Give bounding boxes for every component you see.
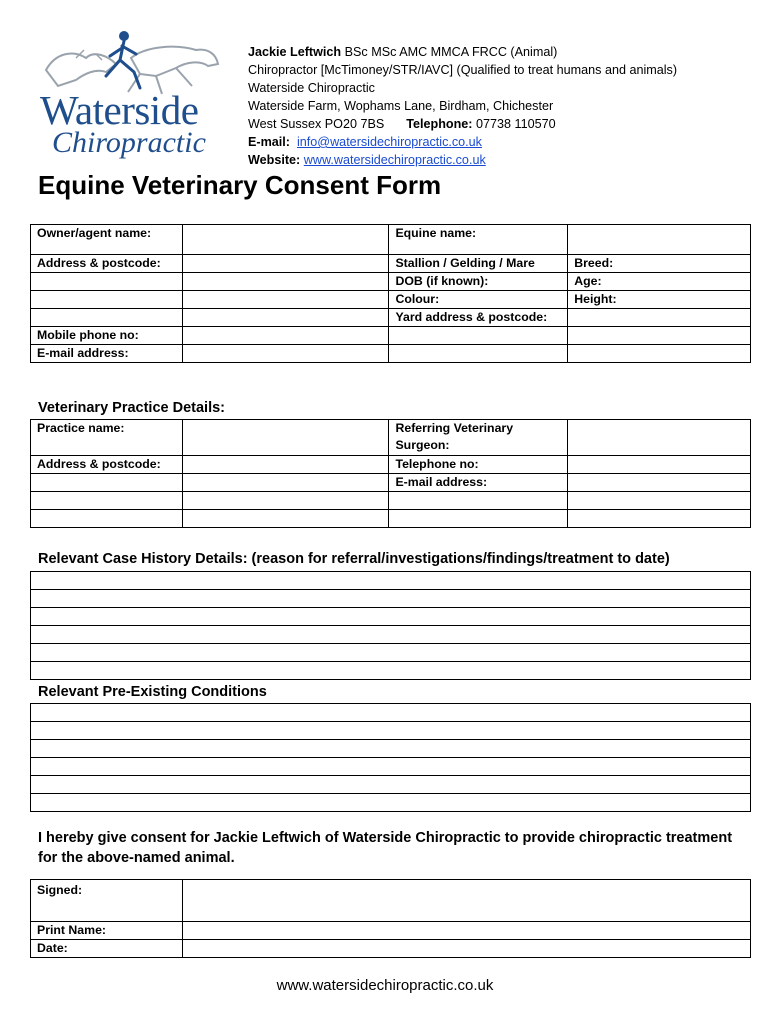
- telephone-label: Telephone:: [406, 117, 473, 131]
- equine-name-label: Equine name:: [389, 225, 568, 255]
- vet-telephone-label: Telephone no:: [389, 456, 568, 474]
- date-label: Date:: [31, 940, 183, 958]
- age-label[interactable]: Age:: [568, 273, 751, 291]
- dob-label: DOB (if known):: [389, 273, 568, 291]
- vet-address-field-4[interactable]: [31, 492, 183, 510]
- vet-email-field[interactable]: [568, 474, 751, 492]
- equine-name-field[interactable]: [568, 225, 751, 255]
- contact-block: [248, 43, 677, 169]
- breed-label[interactable]: Breed:: [568, 255, 751, 273]
- vet-address-field[interactable]: [182, 456, 389, 474]
- website-link[interactable]: www.watersidechiropractic.co.uk: [303, 153, 486, 167]
- practitioner-name: Jackie Leftwich: [248, 45, 342, 59]
- address-field[interactable]: [182, 255, 389, 273]
- footer-website: www.watersidechiropractic.co.uk: [276, 977, 494, 994]
- yard-address-field-2[interactable]: [389, 327, 568, 345]
- vet-email-label: E-mail address:: [389, 474, 568, 492]
- form-title: Equine Veterinary Consent Form: [38, 170, 442, 200]
- address-label: Address & postcode:: [31, 255, 183, 273]
- owner-name-label: Owner/agent name:: [31, 225, 183, 255]
- vet-address-field-7[interactable]: [182, 510, 389, 528]
- address-line-1: Waterside Farm, Wophams Lane, Birdham, Chichester: [248, 99, 554, 113]
- case-history-heading: Relevant Case History Details: (reason for referral/investigations/findings/treatment to date): [38, 551, 670, 567]
- colour-label: Colour:: [389, 291, 568, 309]
- preexisting-heading: Relevant Pre-Existing Conditions: [38, 684, 267, 700]
- telephone-value: 07738 110570: [476, 117, 556, 131]
- qualifications: BSc MSc AMC MMCA FRCC (Animal): [344, 45, 558, 59]
- case-history-lines[interactable]: [30, 571, 751, 680]
- preexisting-lines[interactable]: [30, 703, 751, 812]
- email-address-field[interactable]: [182, 345, 389, 363]
- address-field-5[interactable]: [182, 291, 389, 309]
- consent-statement: I hereby give consent for Jackie Leftwich of Waterside Chiropractic to provide chiropractic treatment for the above-named animal.: [38, 830, 733, 866]
- mobile-field[interactable]: [182, 327, 389, 345]
- email-label: E-mail:: [248, 135, 290, 149]
- vet-blank-field[interactable]: [389, 492, 568, 510]
- practice-name-label: Practice name:: [31, 420, 183, 456]
- practitioner-title: Chiropractor [McTimoney/STR/IAVC] (Qualified to treat humans and animals): [248, 63, 678, 77]
- vet-blank-field-2[interactable]: [568, 492, 751, 510]
- signature-field[interactable]: [182, 880, 750, 922]
- vet-address-field-6[interactable]: [31, 510, 183, 528]
- owner-name-field[interactable]: [182, 225, 389, 255]
- signature-table: [30, 879, 751, 958]
- owner-equine-table: [30, 224, 751, 363]
- address-field-3[interactable]: [182, 273, 389, 291]
- yard-address-field-3[interactable]: [568, 327, 751, 345]
- sex-label: Stallion / Gelding / Mare: [389, 255, 568, 273]
- height-label[interactable]: Height:: [568, 291, 751, 309]
- logo-word-waterside: Waterside: [40, 87, 199, 133]
- vet-blank-field-4[interactable]: [568, 510, 751, 528]
- email-link[interactable]: info@watersidechiropractic.co.uk: [297, 135, 482, 149]
- print-name-label: Print Name:: [31, 922, 183, 940]
- email-address-label: E-mail address:: [31, 345, 183, 363]
- address-field-6[interactable]: [31, 309, 183, 327]
- vet-address-field-3[interactable]: [182, 474, 389, 492]
- print-name-field[interactable]: [182, 922, 750, 940]
- waterside-logo: [36, 30, 221, 160]
- yard-address-field-5[interactable]: [568, 345, 751, 363]
- vet-address-field-2[interactable]: [31, 474, 183, 492]
- website-label: Website:: [248, 153, 301, 167]
- mobile-label: Mobile phone no:: [31, 327, 183, 345]
- referring-surgeon-label: Referring Veterinary Surgeon:: [389, 420, 568, 456]
- referring-surgeon-field[interactable]: [568, 420, 751, 456]
- practice-name-field[interactable]: [182, 420, 389, 456]
- yard-address-field-4[interactable]: [389, 345, 568, 363]
- logo-word-chiropractic: Chiropractic: [52, 126, 206, 159]
- practice-name: Waterside Chiropractic: [248, 81, 375, 95]
- address-field-4[interactable]: [31, 291, 183, 309]
- yard-address-field[interactable]: [568, 309, 751, 327]
- signed-label: Signed:: [31, 880, 183, 922]
- date-field[interactable]: [182, 940, 750, 958]
- vet-address-field-5[interactable]: [182, 492, 389, 510]
- vet-section-heading: Veterinary Practice Details:: [38, 400, 225, 416]
- vet-telephone-field[interactable]: [568, 456, 751, 474]
- vet-blank-field-3[interactable]: [389, 510, 568, 528]
- vet-address-label: Address & postcode:: [31, 456, 183, 474]
- vet-practice-table: [30, 419, 751, 528]
- address-line-2: West Sussex PO20 7BS: [248, 117, 385, 131]
- address-field-7[interactable]: [182, 309, 389, 327]
- address-field-2[interactable]: [31, 273, 183, 291]
- yard-address-label: Yard address & postcode:: [389, 309, 568, 327]
